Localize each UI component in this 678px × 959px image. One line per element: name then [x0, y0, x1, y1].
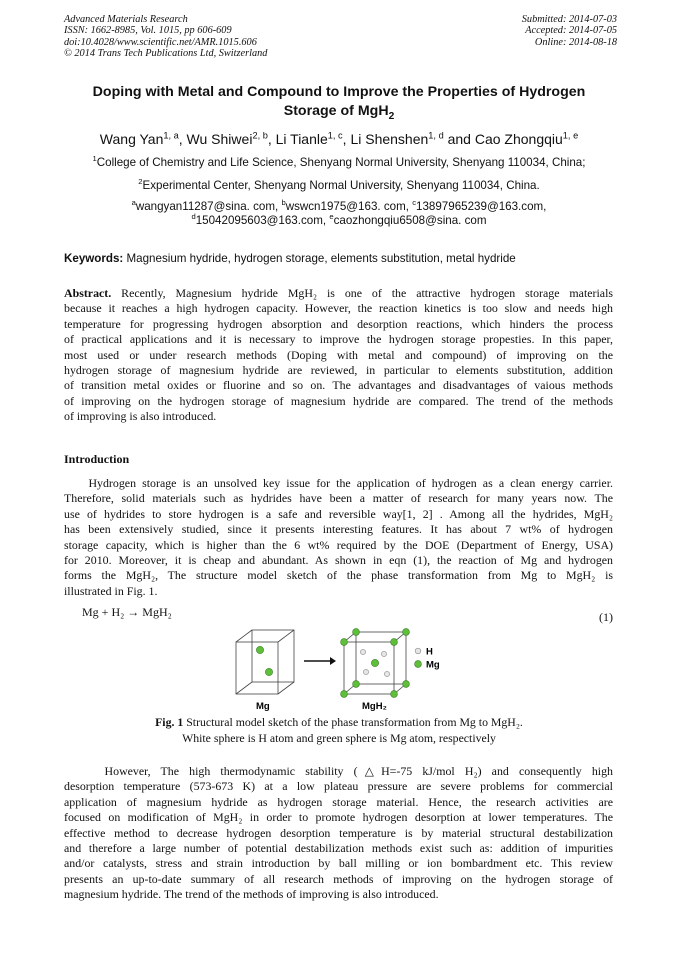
email-link[interactable]: 13897965239@163.com,	[416, 200, 547, 213]
mg-atom-icon	[353, 629, 360, 636]
intro-line: forms the MgH₂, The structure model sketch of the phase transformation from Mg to MgH₂ is	[64, 568, 613, 583]
email-link[interactable]: wangyan11287@sina. com,	[135, 200, 282, 213]
mg-atom-icon	[415, 661, 422, 668]
abstract-line: most used or under research methods (Doping with metal and compound) of improving on the	[64, 347, 613, 362]
mg-atom-icon	[371, 659, 378, 666]
body-line: focused on modification of MgH₂ in order to promote hydrogen desorption at lower temperatures. The	[64, 810, 613, 825]
journal-header	[64, 14, 267, 59]
phase-transformation-diagram	[232, 626, 452, 714]
intro-line: storage capacity, which is higher than the 6 wt% required by the DOE (Department of Energy, USA)	[64, 537, 613, 552]
body-line: and/or catalysts, stress and strain introduction by ball milling or ion bombardment etc. This review	[64, 856, 613, 871]
intro-line: for 2010. Moreover, it is cheap and abundant. As shown in eqn (1), the reaction of Mg and hydrogen	[64, 552, 613, 567]
body-line: and therefore a large number of potential destabilization methods exist such as: addition of impurities	[64, 840, 613, 855]
caption-line-1: Fig. 1 Structural model sketch of the phase transformation from Mg to MgH₂.	[155, 715, 523, 729]
caption-line-2: White sphere is H atom and green sphere is Mg atom, respectively	[182, 731, 496, 745]
title-line-2: Storage of MgH$_2$	[283, 103, 395, 122]
figure-1	[232, 626, 452, 714]
author-name: Cao Zhongqiu	[474, 131, 563, 147]
abstract-line: of transition metal oxides or fluorine and so on. The advantages and disadvantages of vaious methods	[64, 378, 613, 393]
legend-mg: Mg	[426, 659, 440, 671]
journal-doi: doi:10.4028/www.scientific.net/AMR.1015.606	[64, 36, 257, 48]
mg-atom-icon	[403, 681, 410, 688]
journal-copyright: © 2014 Trans Tech Publications Ltd, Switzerland	[64, 47, 268, 59]
body-line: However, The high thermodynamic stability (△H=-75 kJ/mol H₂) and consequently high	[64, 764, 613, 778]
mg-atom-icon	[403, 629, 410, 636]
journal-name: Advanced Materials Research	[64, 14, 188, 25]
email-link[interactable]: 15042095603@163.com,	[195, 214, 330, 227]
mg-atom-icon	[391, 639, 398, 646]
email-link[interactable]: wswcn1975@163. com,	[285, 200, 413, 213]
mg-atom-icon	[341, 691, 348, 698]
h-atom-icon	[384, 671, 389, 676]
online-date: Online: 2014-08-18	[534, 36, 617, 48]
label-mg: Mg	[256, 701, 270, 712]
keywords-label: Keywords:	[64, 252, 124, 265]
affiliation-2: $^2$Experimental Center, Shenyang Normal University, Shenyang 110034, China.	[138, 177, 540, 192]
body-line: magnesium hydride. The trend of the methods of improving is also introduced.	[64, 887, 439, 902]
h-atom-icon	[360, 649, 365, 654]
author-name: Wang Yan	[99, 131, 164, 147]
equation-number: (1)	[599, 610, 613, 624]
h-atom-icon	[415, 648, 421, 654]
submitted-date: Submitted: 2014-07-03	[521, 14, 617, 25]
body-line: application of magnesium hydride as hydrogen storage material. Hence, the research activities are	[64, 794, 613, 809]
intro-line: has been extensively studied, since it presents interesting features. It has about 7 wt% of hydrogen	[64, 522, 613, 537]
intro-line: Hydrogen storage is an unsolved key issue for the application of hydrogen as a clean energy carrier.	[64, 476, 613, 490]
section-heading-introduction: Introduction	[64, 452, 130, 466]
arrow-icon	[304, 657, 336, 665]
dates-header	[522, 14, 617, 48]
body-paragraph	[64, 764, 613, 903]
intro-line: Therefore, solid materials such as hydrides have been a matter of research for many years now. The	[64, 491, 613, 506]
accepted-date: Accepted: 2014-07-05	[525, 25, 617, 37]
keywords-text: Magnesium hydride, hydrogen storage, elements substitution, metal hydride	[123, 252, 516, 265]
body-line: presents an up-to-date summary of all research methods of improving on the hydrogen storage of	[64, 871, 613, 886]
journal-issn: ISSN: 1662-8985, Vol. 1015, pp 606-609	[64, 25, 232, 37]
author-name: Li Shenshen	[350, 131, 429, 147]
mg-atom-icon	[256, 646, 263, 653]
h-atom-icon	[363, 669, 368, 674]
mg-cell	[236, 630, 294, 694]
figure-caption	[40, 714, 638, 746]
email-line-1: $^a$wangyan11287@sina. com, $^b$wswcn1975@163. com, $^c$13897965239@163.com,	[131, 198, 547, 213]
abstract	[64, 286, 613, 425]
body-line: effective method to decrease hydrogen desorption temperature is by material structural destabilization	[64, 825, 613, 840]
intro-line: illustrated in Fig. 1.	[64, 583, 158, 598]
introduction-paragraph	[64, 476, 613, 599]
email-link[interactable]: caozhongqiu6508@sina. com	[333, 214, 487, 227]
abstract-line: of improving is also introduced.	[64, 409, 217, 424]
abstract-line: Abstract. Recently, Magnesium hydride MgH₂ is one of the attractive hydrogen storage materials	[64, 286, 613, 300]
mg-atom-icon	[391, 691, 398, 698]
email-line-2: $^d$15042095603@163.com, $^e$caozhongqiu6508@sina. com	[191, 212, 487, 227]
h-atom-icon	[381, 651, 386, 656]
label-mgh2: MgH₂	[362, 701, 387, 712]
body-line: desorption temperature (573-673 K) at a low plateau pressure are severe problems for commercial	[64, 779, 613, 794]
legend-h: H	[426, 646, 433, 658]
abstract-line: hydrogen storage of magnesium hydride are reviewed, in particular to elements substitution, addition	[64, 362, 613, 377]
author-list: Wang Yan$^{1, a}$, Wu Shiwei$^{2, b}$, Li Tianle$^{1, c}$, Li Shenshen$^{1, d}$ and Cao Zhongqiu$^{1, e}$	[99, 130, 579, 147]
mg-atom-icon	[341, 639, 348, 646]
abstract-line: of practical applications and it is necessary to improve the hydrogen storage propesties. In this paper,	[64, 332, 613, 347]
abstract-line: temperature for progressing hydrogen absorption and desorption reactions, which hinders the process	[64, 316, 613, 331]
keywords	[64, 251, 516, 266]
paper-title	[40, 83, 638, 121]
abstract-line: of improving on the hydrogen storage of magnesium hydride are compared. The trend of the methods	[64, 393, 613, 408]
author-name: Wu Shiwei	[186, 131, 253, 147]
equation-1: Mg + H₂ → MgH₂	[82, 605, 172, 619]
mgh2-atoms	[341, 629, 410, 698]
intro-line: use of hydrides to store hydrogen is a safe and reversible way[1, 2] . Among all the hydrides, MgH₂	[64, 506, 613, 521]
mg-atom-icon	[353, 681, 360, 688]
title-line-1: Doping with Metal and Compound to Improve the Properties of Hydrogen	[92, 84, 586, 100]
author-name: Li Tianle	[275, 131, 328, 147]
affiliation-1: $^1$College of Chemistry and Life Science, Shenyang Normal University, Shenyang 110034, China;	[92, 154, 586, 169]
mg-atom-icon	[265, 668, 272, 675]
abstract-line: because it reaches a high hydrogen capacity. However, the reaction kinetics is too slow and needs high	[64, 301, 613, 316]
